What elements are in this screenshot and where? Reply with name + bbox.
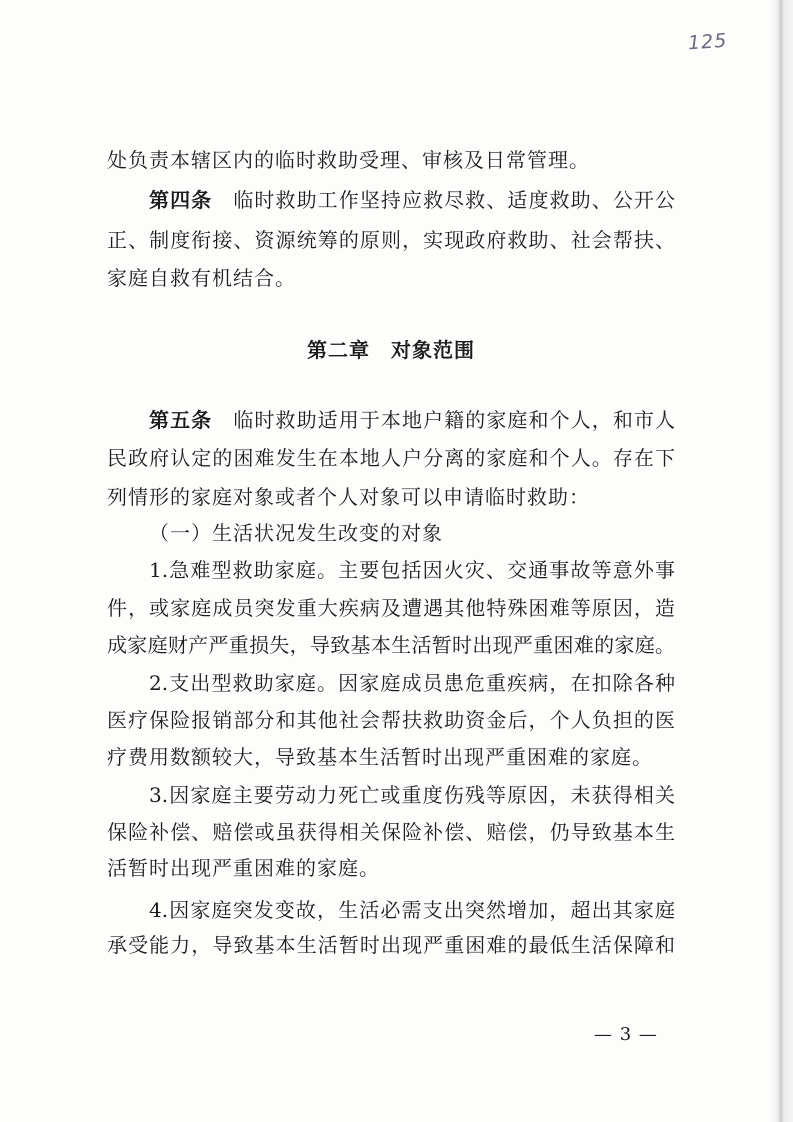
- article-4-line-2: 正、制度衔接、资源统筹的原则，实现政府救助、社会帮扶、: [107, 228, 675, 252]
- continuation-line: 处负责本辖区内的临时救助受理、审核及日常管理。: [107, 148, 590, 172]
- handwritten-page-annotation: 125: [687, 29, 728, 55]
- item-2-line-1: 2.支出型救助家庭。因家庭成员患危重疾病，在扣除各种: [149, 671, 675, 695]
- item-1-line-2: 件，或家庭成员突发重大疾病及遭遇其他特殊困难等原因，造: [107, 596, 675, 620]
- article-5-label: 第五条: [149, 408, 213, 432]
- chapter-heading: 第二章 对象范围: [307, 338, 475, 362]
- article-5-line-1: [149, 406, 675, 434]
- article-4-label: 第四条: [149, 188, 213, 212]
- article-4-line-1: [149, 186, 675, 214]
- item-2-line-3: 疗费用数额较大，导致基本生活暂时出现严重困难的家庭。: [107, 745, 653, 769]
- article-5-text: 临时救助适用于本地户籍的家庭和个人，和市人: [212, 408, 675, 432]
- item-4-line-2: 承受能力，导致基本生活暂时出现严重困难的最低生活保障和: [107, 933, 675, 957]
- article-5-line-2: 民政府认定的困难发生在本地人户分离的家庭和个人。存在下: [107, 446, 675, 470]
- item-1-line-1: 1.急难型救助家庭。主要包括因火灾、交通事故等意外事: [149, 558, 675, 582]
- item-1-line-3: 成家庭财产严重损失，导致基本生活暂时出现严重困难的家庭。: [107, 633, 675, 657]
- item-3-line-3: 活暂时出现严重困难的家庭。: [107, 856, 380, 880]
- article-5-line-3: 列情形的家庭对象或者个人对象可以申请临时救助：: [107, 485, 590, 509]
- item-3-line-1: 3.因家庭主要劳动力死亡或重度伤残等原因，未获得相关: [149, 783, 675, 807]
- article-4-text: 临时救助工作坚持应救尽救、适度救助、公开公: [212, 188, 675, 212]
- scan-edge-shadow: [769, 0, 793, 1122]
- section-1-heading: （一）生活状况发生改变的对象: [149, 521, 443, 545]
- item-2-line-2: 医疗保险报销部分和其他社会帮扶救助资金后，个人负担的医: [107, 708, 675, 732]
- page-number: — 3 —: [594, 1024, 658, 1045]
- item-4-line-1: 4.因家庭突发变故，生活必需支出突然增加，超出其家庭: [149, 898, 675, 922]
- item-3-line-2: 保险补偿、赔偿或虽获得相关保险补偿、赔偿，仍导致基本生: [107, 820, 675, 844]
- article-4-line-3: 家庭自救有机结合。: [107, 266, 296, 290]
